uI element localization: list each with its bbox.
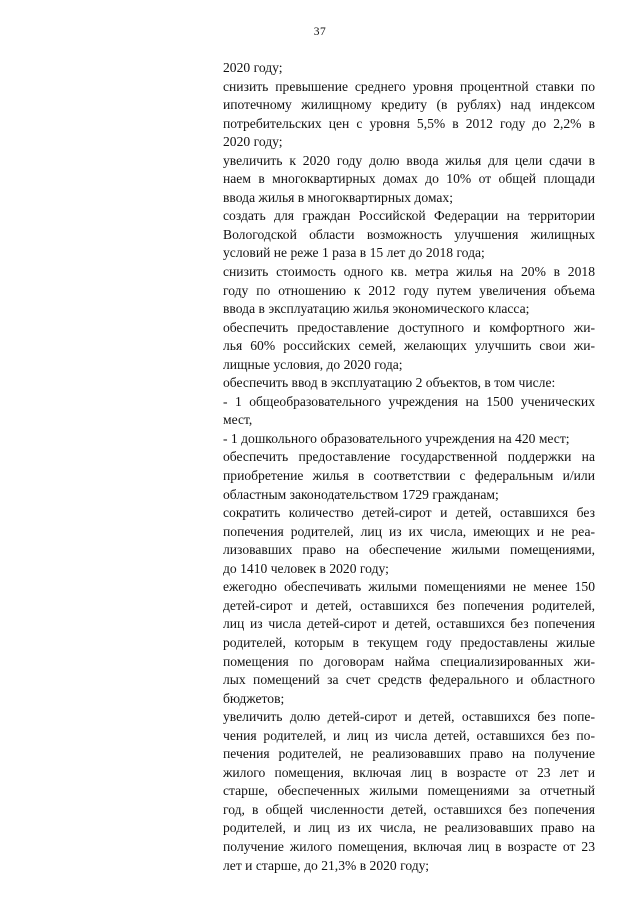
- text-line: - 1 дошкольного образовательного учреждения на 420 мест;: [223, 430, 570, 446]
- text-line: ежегодно обеспечивать жилыми помещениями не менее 150: [223, 579, 595, 595]
- text-line: лиц из числа детей-сирот и детей, оставшихся без попечения: [223, 616, 595, 632]
- text-line: наем в многоквартирных домах до 10% от общей площади: [223, 171, 595, 187]
- text-line: помещения по договорам найма специализированных жи-: [223, 653, 595, 669]
- text-line: 2020 году;: [223, 134, 283, 150]
- text-line: снизить стоимость одного кв. метра жилья на 20% в 2018: [223, 264, 595, 280]
- text-line: обеспечить ввод в эксплуатацию 2 объектов, в том числе:: [223, 375, 556, 391]
- text-line: создать для граждан Российской Федерации на территории: [223, 208, 595, 224]
- text-line: сократить количество детей-сирот и детей, оставшихся без: [223, 505, 595, 521]
- text-line: лищные условия, до 2020 года;: [223, 356, 403, 372]
- text-line: ввода жилья в многоквартирных домах;: [223, 189, 454, 205]
- text-line: чения родителей, и лиц из числа детей, оставшихся без по-: [223, 727, 595, 743]
- body-text: [223, 59, 595, 875]
- text-line: печения родителей, не реализовавших право на получение: [223, 746, 595, 762]
- text-line: родителей, которым в текущем году предоставлены жилые: [223, 634, 595, 650]
- text-line: лых помещений за счет средств федерального и областного: [223, 672, 595, 688]
- text-line: обеспечить предоставление государственной поддержки на: [223, 449, 595, 465]
- text-line: - 1 общеобразовательного учреждения на 1500 ученических: [223, 393, 595, 409]
- text-line: году по отношению к 2012 году путем увеличения объема: [223, 282, 595, 298]
- page-number: 37: [313, 26, 327, 38]
- text-line: увеличить к 2020 году долю ввода жилья для цели сдачи в: [223, 152, 595, 168]
- text-line: снизить превышение среднего уровня процентной ставки по: [223, 78, 595, 94]
- text-line: приобретение жилья в соответствии с федеральным и/или: [223, 468, 595, 484]
- text-line: получение жилого помещения, включая лиц в возрасте от 23: [223, 838, 595, 854]
- text-line: потребительских цен с уровня 5,5% в 2012 году до 2,2% в: [223, 115, 595, 131]
- text-line: 2020 году;: [223, 60, 283, 75]
- text-line: лизовавших право на обеспечение жилыми помещениями,: [223, 542, 595, 558]
- text-line: ввода в эксплуатацию жилья экономического класса;: [223, 301, 530, 317]
- text-line: родителей, и лиц из их числа, не реализовавших право на: [223, 820, 595, 836]
- text-line: детей-сирот и детей, оставшихся без попечения родителей,: [223, 597, 595, 613]
- text-line: год, в общей численности детей, оставшихся без попечения: [223, 801, 595, 817]
- text-line: обеспечить предоставление доступного и комфортного жи-: [223, 319, 595, 335]
- text-line: попечения родителей, лиц из их числа, имеющих и не реа-: [223, 523, 595, 539]
- text-line: областным законодательством 1729 гражданам;: [223, 486, 499, 502]
- text-line: мест,: [223, 412, 253, 428]
- text-line: до 1410 человек в 2020 году;: [223, 560, 389, 576]
- text-line: старше, обеспеченных жилыми помещениями за отчетный: [223, 783, 595, 799]
- text-line: лья 60% российских семей, желающих улучшить свои жи-: [223, 338, 595, 354]
- text-line: ипотечному жилищному кредиту (в рублях) над индексом: [223, 97, 595, 113]
- text-line: увеличить долю детей-сирот и детей, оставшихся без попе-: [223, 709, 595, 725]
- text-line: жилого помещения, включая лиц в возрасте от 23 лет и: [223, 764, 595, 780]
- text-line: условий не реже 1 раза в 15 лет до 2018 года;: [223, 245, 485, 261]
- text-line: бюджетов;: [223, 690, 285, 706]
- text-line: лет и старше, до 21,3% в 2020 году;: [223, 857, 430, 873]
- text-line: Вологодской области возможность улучшения жилищных: [223, 226, 595, 242]
